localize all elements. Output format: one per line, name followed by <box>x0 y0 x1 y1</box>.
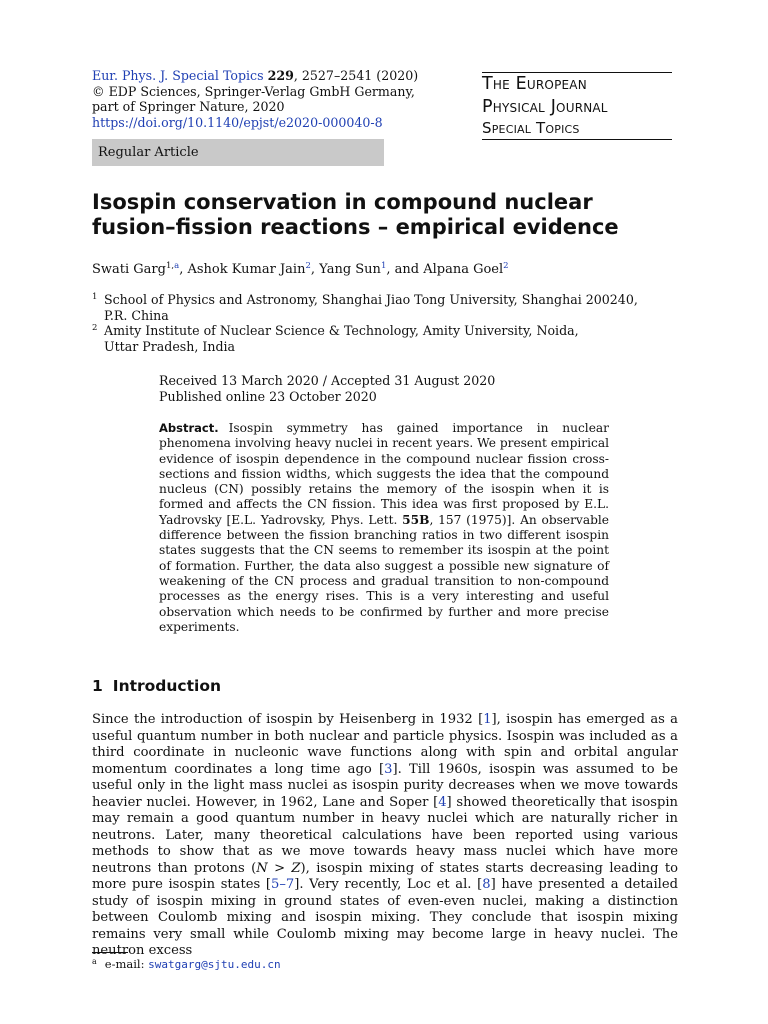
masthead-line-1: The European <box>482 74 587 94</box>
citation-link[interactable]: 8 <box>482 877 491 892</box>
published-date: Published online 23 October 2020 <box>159 388 377 404</box>
author-note-link[interactable]: a <box>174 261 180 271</box>
citation-link[interactable]: 5–7 <box>271 877 295 892</box>
affiliations <box>92 292 672 354</box>
title-line-1: Isospin conservation in compound nuclear <box>92 190 593 214</box>
affiliation-number: 2 <box>92 323 98 334</box>
masthead-bottom-rule <box>482 139 672 140</box>
received-accepted-date: Received 13 March 2020 / Accepted 31 August 2020 <box>159 373 496 388</box>
journal-volume-bold: 55B <box>402 512 430 527</box>
publication-dates <box>159 373 495 404</box>
email-link[interactable]: swatgarg@sjtu.edu.cn <box>148 958 281 971</box>
author-affiliation-link[interactable]: 1 <box>380 261 387 271</box>
journal-name-link[interactable]: Eur. Phys. J. Special Topics <box>92 68 264 83</box>
doi-link[interactable]: https://doi.org/10.1140/epjst/e2020-000040-8 <box>92 114 383 130</box>
author-name: Alpana Goel <box>423 262 504 277</box>
affiliation-item: 1 School of Physics and Astronomy, Shanghai Jiao Tong University, Shanghai 200240, P.R. China <box>92 292 638 323</box>
abstract: Abstract. Isospin symmetry has gained importance in nuclear phenomena involving heavy nuclei in recent years. We present empirical evidence of isospin dependence in the compound nuclear fission cross-sections and fission widths, which suggests the idea that the compound nucleus (CN) possibly retains the memory of the isospin when it is formed and affects the CN fission. This idea was first proposed by E.L. Yadrovsky [E.L. Yadrovsky, Phys. Lett. 55B, 157 (1975)]. An observable difference between the fission branching ratios in two different isospin states suggests that the CN seems to remember its isospin at the point of formation. Further, the data also suggest a possible new signature of weakening of the CN process and gradual transition to non-compound processes as the energy rises. This is a very interesting and useful observation which needs to be confirmed by further and more precise experiments. <box>159 421 609 634</box>
author-name: Ashok Kumar Jain <box>187 262 306 277</box>
journal-masthead <box>482 72 672 140</box>
author-affiliation-link[interactable]: 2 <box>503 261 509 271</box>
affiliation-number: 1 <box>92 292 98 302</box>
section-title: Introduction <box>112 677 222 695</box>
citation-link[interactable]: 4 <box>438 794 447 810</box>
introduction-paragraph: Since the introduction of isospin by Heisenberg in 1932 [1], isospin has emerged as a useful quantum number in both nuclear and particle physics. Isospin was included as a third coordinate in nucleonic wave functions along with spin and orbital angular momentum coordinates a long time ago [3]. Till 1960s, isospin was assumed to be useful only in the light mass nuclei as isospin purity decreases when we move towards heavier nuclei. However, in 1962, Lane and Soper [4] showed theoretically that isospin may remain a good quantum number in heavy nuclei which are naturally richer in neutrons. Later, many theoretical calculations have been reported using various methods to show that as we move towards heavy mass nuclei which have more neutrons than protons (N > Z), isospin mixing of states starts decreasing leading to more pure isospin states [5–7]. Very recently, Loc et al. [8] have presented a detailed study of isospin mixing in ground states of even-even nuclei, making a distinction between Coulomb mixing and isospin mixing. They conclude that isospin mixing remains very small while Coulomb mixing may become large in heavy nuclei. The neutron excess <box>92 712 678 958</box>
section-heading <box>92 677 221 695</box>
copyright-line: © EDP Sciences, Springer-Verlag GmbH Germany, <box>92 83 415 99</box>
affiliation-item: 2 Amity Institute of Nuclear Science & Technology, Amity University, Noida, Uttar Pradesh, India <box>92 323 579 354</box>
footnote-label: e-mail: <box>104 957 149 971</box>
footnote-rule <box>92 952 128 953</box>
section-number: 1 <box>92 677 103 695</box>
journal-ref-line <box>92 68 452 84</box>
journal-citation <box>92 68 452 130</box>
journal-volume: 229 <box>267 68 294 83</box>
author-affiliation-link[interactable]: 2 <box>305 261 311 271</box>
citation-link[interactable]: 3 <box>384 761 393 777</box>
citation-link[interactable]: 1 <box>483 712 492 727</box>
title-line-2: fusion–fission reactions – empirical evidence <box>92 215 619 239</box>
author-list: Swati Garg$^{1,a}$, Ashok Kumar Jain$^2$, Yang Sun$^1$, and Alpana Goel$^2$ <box>92 261 509 277</box>
journal-pages-year: , 2527–2541 (2020) <box>293 68 419 83</box>
author-name: Yang Sun <box>319 262 381 277</box>
publisher-line: part of Springer Nature, 2020 <box>92 99 285 115</box>
footnote <box>92 957 281 971</box>
abstract-label: Abstract. <box>159 421 219 435</box>
article-title <box>92 190 692 240</box>
math-inequality: N > Z <box>256 860 301 876</box>
article-type-banner: Regular Article <box>92 139 384 166</box>
author-affiliation-sup: 1,a <box>165 261 180 271</box>
footnote-mark: a <box>92 957 97 966</box>
masthead-line-2: Physical Journal <box>482 97 608 117</box>
author-name: Swati Garg <box>92 262 166 277</box>
masthead-line-3: Special Topics <box>482 119 580 137</box>
